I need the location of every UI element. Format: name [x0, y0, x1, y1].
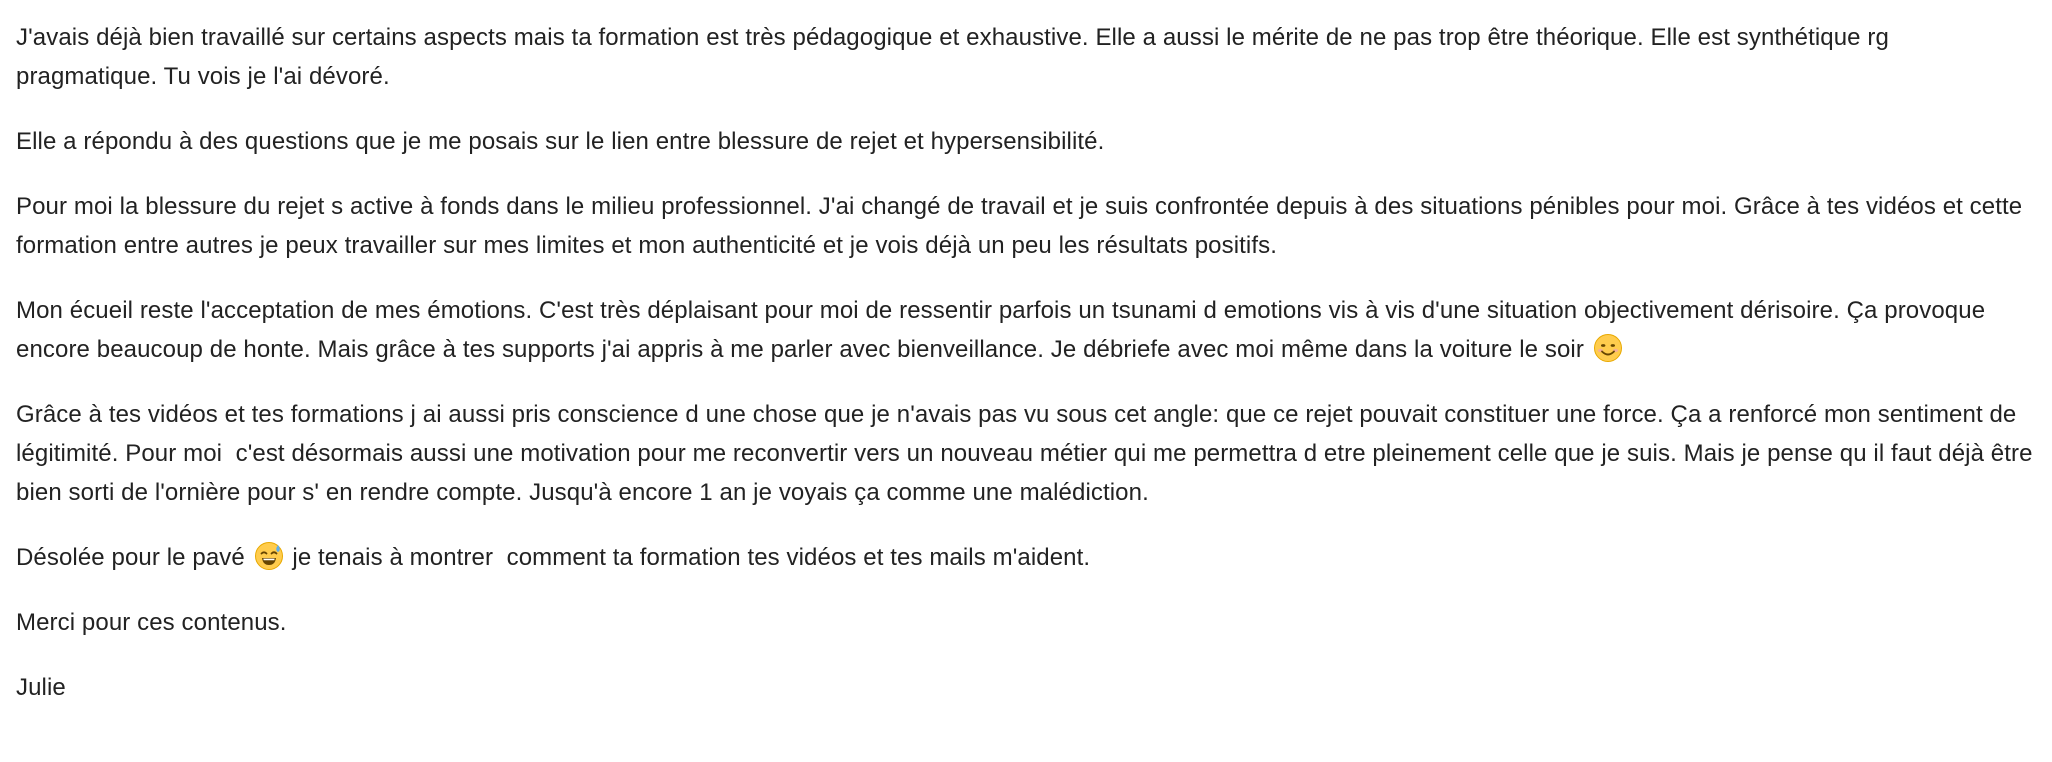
paragraph-6	[16, 538, 2036, 577]
paragraph-1	[16, 18, 2036, 96]
signature-name: Julie	[16, 674, 66, 701]
paragraph-5	[16, 395, 2040, 512]
paragraph-5-text: Grâce à tes vidéos et tes formations j ai aussi pris conscience d une chose que je n'avais pas vu sous cet angle: que ce rejet pouvait constituer une force. Ça a renforcé mon sentiment de légitimité. Pour moi c'est désormais aussi une motivation pour me reconvertir vers un nouveau métier qui me permettra d etre pleinement celle que je suis. Mais je pense qu il faut déjà être bien sorti de l'ornière pour s' en rendre compte. Jusqu'à encore 1 an je voyais ça comme une malédiction.	[16, 401, 2040, 506]
paragraph-2-text: Elle a répondu à des questions que je me posais sur le lien entre blessure de rejet et hypersensibilité.	[16, 128, 1105, 155]
grinning-sweat-face-icon	[254, 541, 284, 571]
paragraph-4	[16, 291, 2036, 369]
paragraph-6-text-a: Désolée pour le pavé	[16, 544, 245, 571]
paragraph-1-text: J'avais déjà bien travaillé sur certains aspects mais ta formation est très pédagogique et exhaustive. Elle a aussi le mérite de ne pas trop être théorique. Elle est synthétique rg pragmatique. Tu vois je l'ai dévoré.	[16, 24, 1896, 90]
signature	[16, 668, 2036, 707]
paragraph-3-text: Pour moi la blessure du rejet s active à fonds dans le milieu professionnel. J'ai changé de travail et je suis confrontée depuis à des situations pénibles pour moi. Grâce à tes vidéos et cette formation entre autres je peux travailler sur mes limites et mon authenticité et je vois déjà un peu les résultats positifs.	[16, 193, 2029, 259]
paragraph-3	[16, 187, 2036, 265]
paragraph-4-text: Mon écueil reste l'acceptation de mes émotions. C'est très déplaisant pour moi de ressentir parfois un tsunami d emotions vis à vis d'une situation objectivement dérisoire. Ça provoque encore beaucoup de honte. Mais grâce à tes supports j'ai appris à me parler avec bienveillance. Je débriefe avec moi même dans la voiture le soir	[16, 297, 1992, 363]
paragraph-6-text-b: je tenais à montrer comment ta formation tes vidéos et tes mails m'aident.	[292, 544, 1091, 571]
paragraph-7	[16, 603, 2036, 642]
paragraph-7-text: Merci pour ces contenus.	[16, 609, 287, 636]
paragraph-2	[16, 122, 2036, 161]
smiling-face-icon	[1593, 333, 1623, 363]
